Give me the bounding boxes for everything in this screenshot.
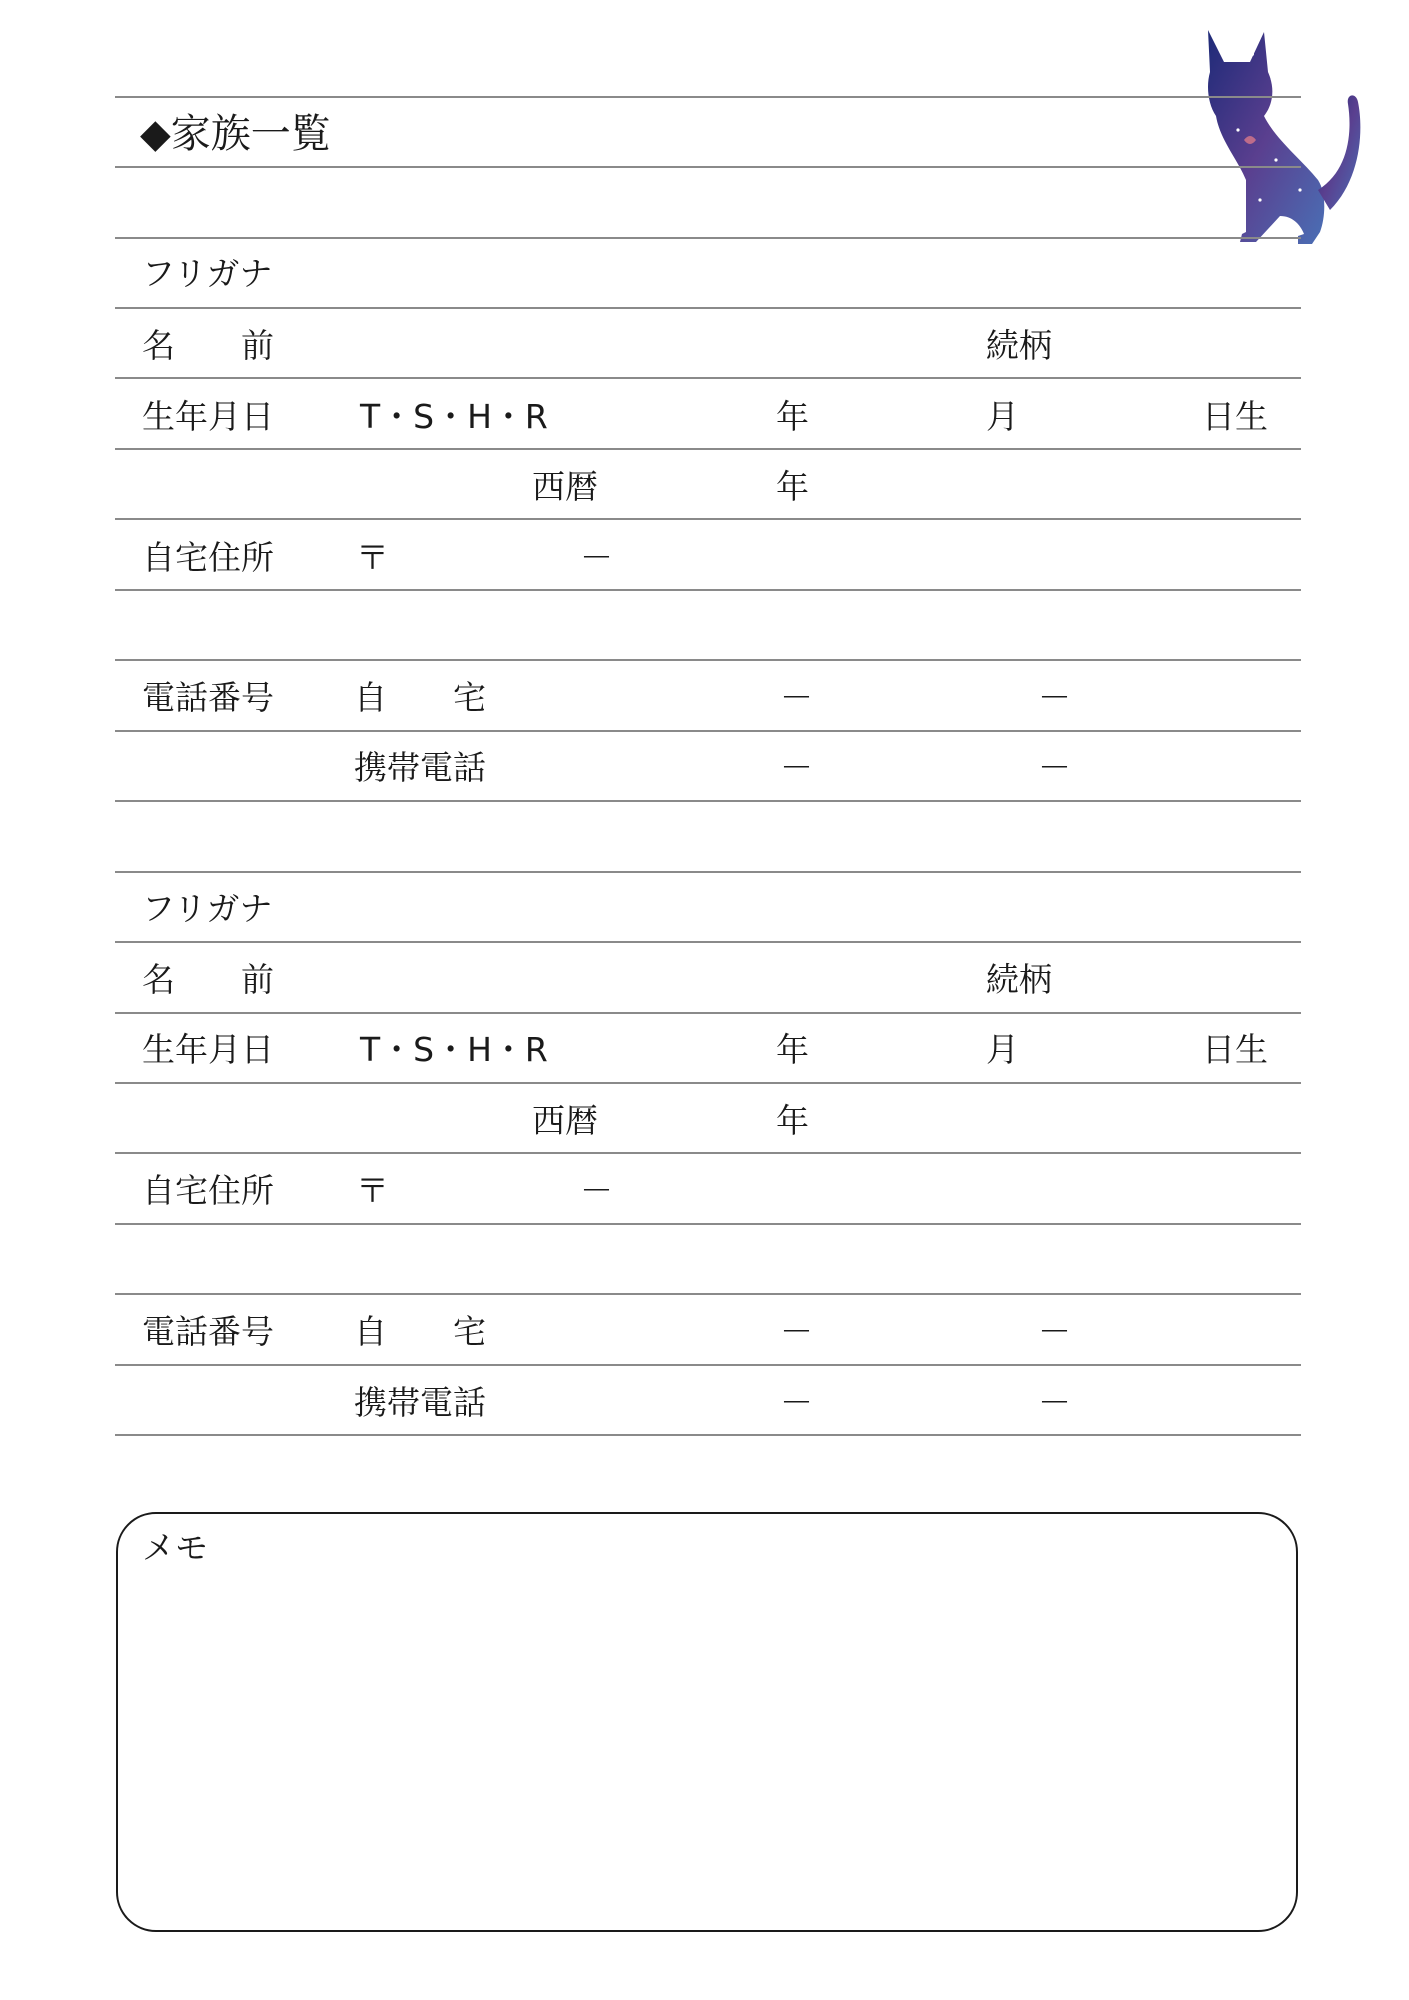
furigana-label: フリガナ: [142, 254, 273, 293]
seireki-label: 西暦: [532, 467, 598, 506]
rule-line: [115, 1434, 1301, 1436]
rule-line: [115, 589, 1301, 591]
phone-dash: －: [1038, 1383, 1071, 1422]
phone-label: 電話番号: [142, 678, 274, 717]
memo-label: メモ: [142, 1528, 208, 1567]
year-unit: 年: [776, 397, 809, 436]
rule-line: [115, 518, 1301, 520]
rule-line: [115, 1012, 1301, 1014]
rule-line: [115, 1223, 1301, 1225]
home-phone-label: 自 宅: [354, 1312, 486, 1351]
rule-line: [115, 377, 1301, 379]
rule-line: [115, 307, 1301, 309]
mobile-phone-label: 携帯電話: [354, 1383, 486, 1422]
rule-line: [115, 1293, 1301, 1295]
year-unit: 年: [776, 467, 809, 506]
phone-dash: －: [1038, 748, 1071, 787]
postal-mark: 〒: [356, 1171, 389, 1210]
rule-line: [115, 1082, 1301, 1084]
era-options: T・S・H・R: [360, 1030, 548, 1069]
address-label: 自宅住所: [142, 1171, 274, 1210]
year-unit: 年: [776, 1030, 809, 1069]
cat-silhouette-icon: [1180, 20, 1380, 260]
rule-line: [115, 96, 1301, 98]
phone-dash: －: [1038, 678, 1071, 717]
phone-dash: －: [780, 1312, 813, 1351]
postal-dash: －: [580, 538, 613, 577]
era-options: T・S・H・R: [360, 397, 548, 436]
birthday-label: 生年月日: [142, 397, 274, 436]
rule-line: [115, 941, 1301, 943]
furigana-label: フリガナ: [142, 889, 273, 928]
rule-line: [115, 730, 1301, 732]
name-label: 名 前: [142, 326, 274, 365]
birthday-label: 生年月日: [142, 1030, 274, 1069]
address-label: 自宅住所: [142, 538, 274, 577]
phone-dash: －: [780, 678, 813, 717]
rule-line: [115, 1364, 1301, 1366]
postal-dash: －: [580, 1171, 613, 1210]
seireki-label: 西暦: [532, 1101, 598, 1140]
phone-dash: －: [780, 748, 813, 787]
rule-line: [115, 448, 1301, 450]
relation-label: 続柄: [986, 326, 1052, 365]
relation-label: 続柄: [986, 960, 1052, 999]
month-unit: 月: [986, 1030, 1019, 1069]
day-born-unit: 日生: [1202, 397, 1268, 436]
rule-line: [115, 1152, 1301, 1154]
month-unit: 月: [986, 397, 1019, 436]
mobile-phone-label: 携帯電話: [354, 748, 486, 787]
home-phone-label: 自 宅: [354, 678, 486, 717]
phone-dash: －: [1038, 1312, 1071, 1351]
phone-label: 電話番号: [142, 1312, 274, 1351]
rule-line: [115, 659, 1301, 661]
name-label: 名 前: [142, 960, 274, 999]
day-born-unit: 日生: [1202, 1030, 1268, 1069]
rule-line: [115, 166, 1301, 168]
postal-mark: 〒: [356, 538, 389, 577]
rule-line: [115, 800, 1301, 802]
phone-dash: －: [780, 1383, 813, 1422]
year-unit: 年: [776, 1101, 809, 1140]
page-title: ◆家族一覧: [140, 111, 331, 157]
rule-line: [115, 871, 1301, 873]
memo-box: [116, 1512, 1298, 1932]
rule-line: [115, 237, 1301, 239]
